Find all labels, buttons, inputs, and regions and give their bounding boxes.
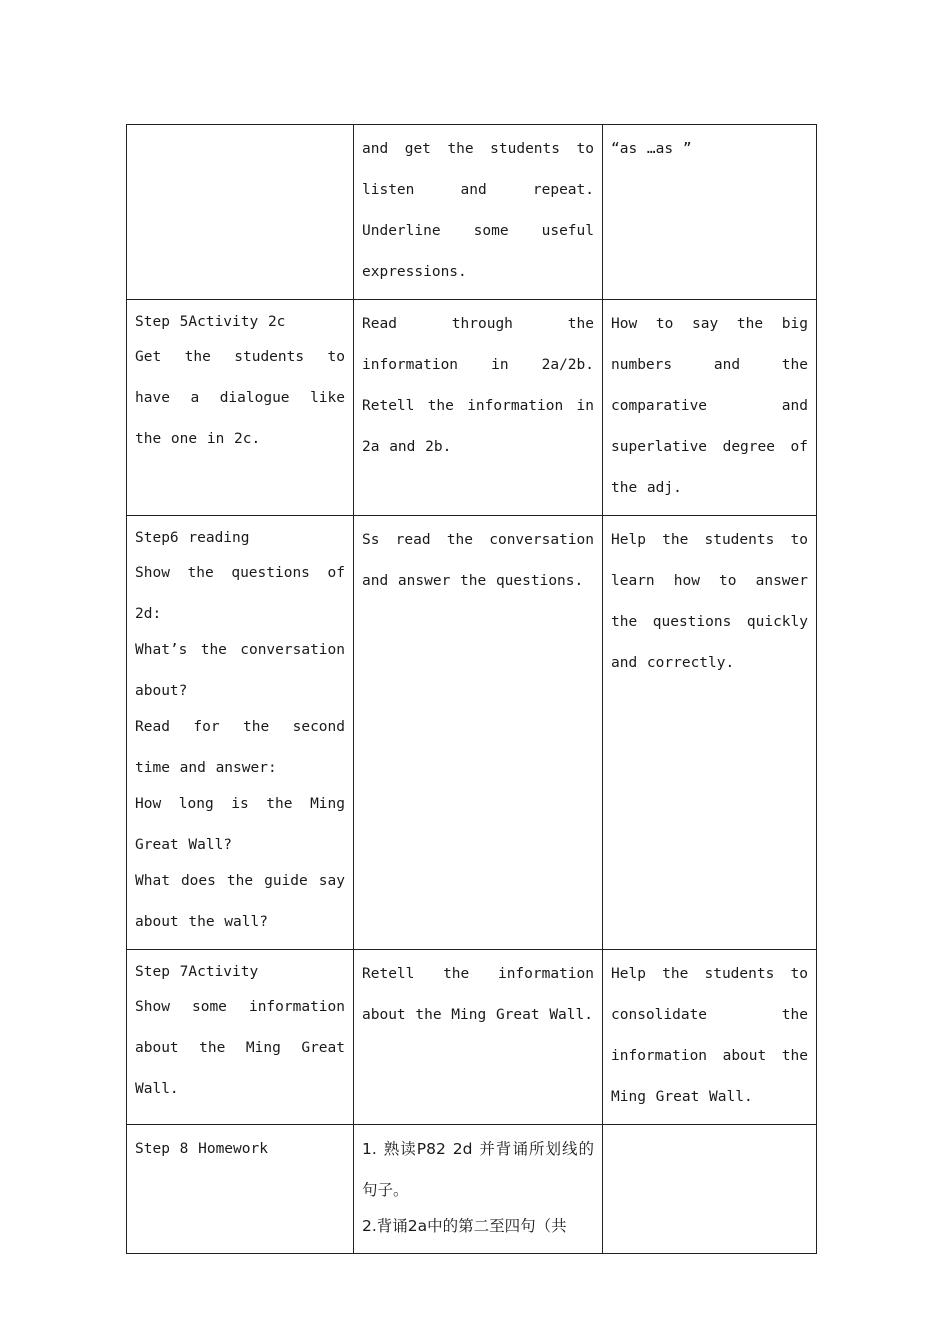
table-cell [354, 125, 603, 300]
cell-text: Help the students to consolidate the information about the Ming Great Wall. [611, 966, 808, 1105]
cell-text: What’s the conversation about? [135, 642, 345, 699]
table-cell [354, 300, 603, 516]
step-heading: Step 7Activity [135, 964, 259, 980]
homework-item: 1. 熟读P82 2d 并背诵所划线的句子。 [362, 1140, 594, 1199]
table-cell [127, 516, 354, 950]
cell-text: Show some information about the Ming Great Wall. [135, 999, 345, 1097]
cell-text: How long is the Ming Great Wall? [135, 796, 345, 853]
table-cell [127, 1125, 354, 1254]
table-row [127, 516, 817, 950]
table-cell [603, 950, 817, 1125]
cell-text: “as …as ” [611, 141, 692, 157]
step-heading: Step6 reading [135, 530, 250, 546]
table-row [127, 125, 817, 300]
table-cell [127, 950, 354, 1125]
cell-text: Retell the information about the Ming Great Wall. [362, 966, 594, 1023]
table-cell [127, 125, 354, 300]
table-cell [603, 1125, 817, 1254]
cell-text: Get the students to have a dialogue like the one in 2c. [135, 349, 345, 447]
cell-text: and get the students to listen and repeat. Underline some useful expressions. [362, 141, 594, 280]
cell-text: Ss read the conversation and answer the questions. [362, 532, 594, 589]
cell-text: Read through the information in 2a/2b. Retell the information in 2a and 2b. [362, 316, 594, 455]
cell-text: How to say the big numbers and the comparative and superlative degree of the adj. [611, 316, 808, 496]
cell-text: Read for the second time and answer: [135, 719, 345, 776]
table-cell [127, 300, 354, 516]
table-cell [354, 1125, 603, 1254]
table-row [127, 300, 817, 516]
table-row [127, 950, 817, 1125]
cell-text: What does the guide say about the wall? [135, 873, 345, 930]
table-cell [354, 950, 603, 1125]
lesson-plan-table [126, 124, 817, 1254]
table-row [127, 1125, 817, 1254]
table-cell [603, 516, 817, 950]
table-cell [603, 125, 817, 300]
homework-item: 2.背诵2a中的第二至四句（共 [362, 1217, 567, 1235]
table-cell [354, 516, 603, 950]
cell-text: Help the students to learn how to answer the questions quickly and correctly. [611, 532, 808, 671]
step-heading: Step 8 Homework [135, 1141, 268, 1157]
cell-text: Show the questions of 2d: [135, 565, 345, 622]
table-cell [603, 300, 817, 516]
step-heading: Step 5Activity 2c [135, 314, 286, 330]
